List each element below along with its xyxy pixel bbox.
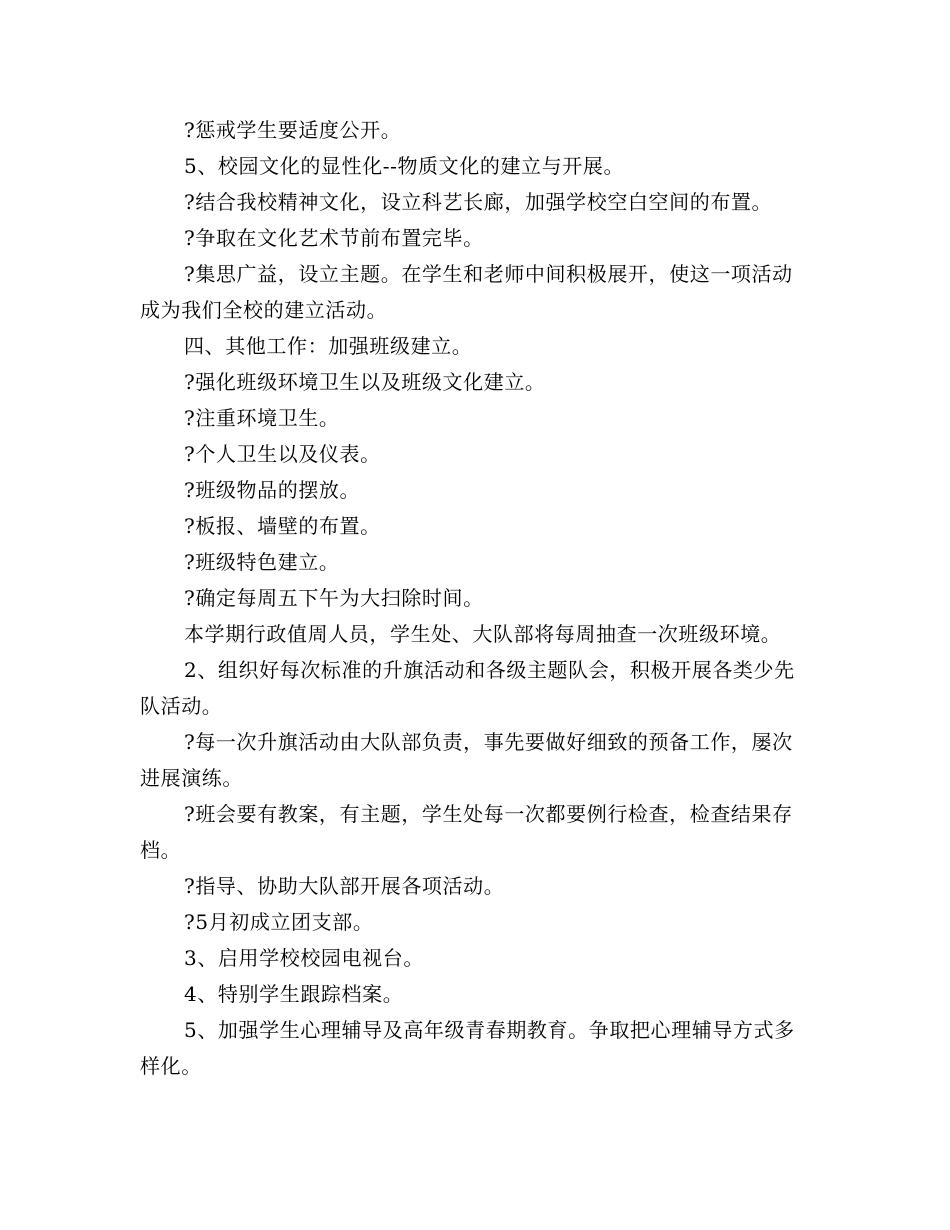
paragraph: ?结合我校精神文化，设立科艺长廊，加强学校空白空间的布置。: [184, 190, 773, 214]
paragraph: ?个人卫生以及仪表。: [184, 442, 381, 466]
paragraph: 4、特别学生跟踪档案。: [184, 982, 404, 1006]
paragraph: ?注重环境卫生。: [184, 406, 340, 430]
paragraph: ?集思广益，设立主题。在学生和老师中间积极展开，使这一项活动成为我们全校的建立活动。: [140, 262, 793, 322]
paragraph: 2、组织好每次标准的升旗活动和各级主题队会，积极开展各类少先队活动。: [140, 658, 795, 718]
paragraph: ?强化班级环境卫生以及班级文化建立。: [184, 370, 546, 394]
paragraph: 3、启用学校校园电视台。: [184, 946, 424, 970]
paragraph: ?争取在文化艺术节前布置完毕。: [184, 226, 484, 250]
paragraph: ?班级特色建立。: [184, 550, 340, 574]
paragraph: ?班会要有教案，有主题，学生处每一次都要例行检查，检查结果存档。: [140, 802, 793, 862]
paragraph: ?确定每周五下午为大扫除时间。: [184, 586, 484, 610]
paragraph: ?5月初成立团支部。: [184, 910, 374, 934]
paragraph: ?班级物品的摆放。: [184, 478, 361, 502]
paragraph: ?惩戒学生要适度公开。: [184, 118, 402, 142]
paragraph: ?指导、协助大队部开展各项活动。: [184, 874, 505, 898]
paragraph: 5、加强学生心理辅导及高年级青春期教育。争取把心理辅导方式多样化。: [140, 1018, 795, 1078]
paragraph: 5、校园文化的显性化--物质文化的建立与开展。: [184, 154, 625, 178]
document-body: [140, 112, 810, 1084]
paragraph: ?板报、墙壁的布置。: [184, 514, 381, 538]
paragraph: ?每一次升旗活动由大队部负责，事先要做好细致的预备工作，屡次进展演练。: [140, 730, 793, 790]
paragraph: 四、其他工作：加强班级建立。: [184, 334, 473, 358]
paragraph: 本学期行政值周人员，学生处、大队部将每周抽查一次班级环境。: [184, 622, 782, 646]
